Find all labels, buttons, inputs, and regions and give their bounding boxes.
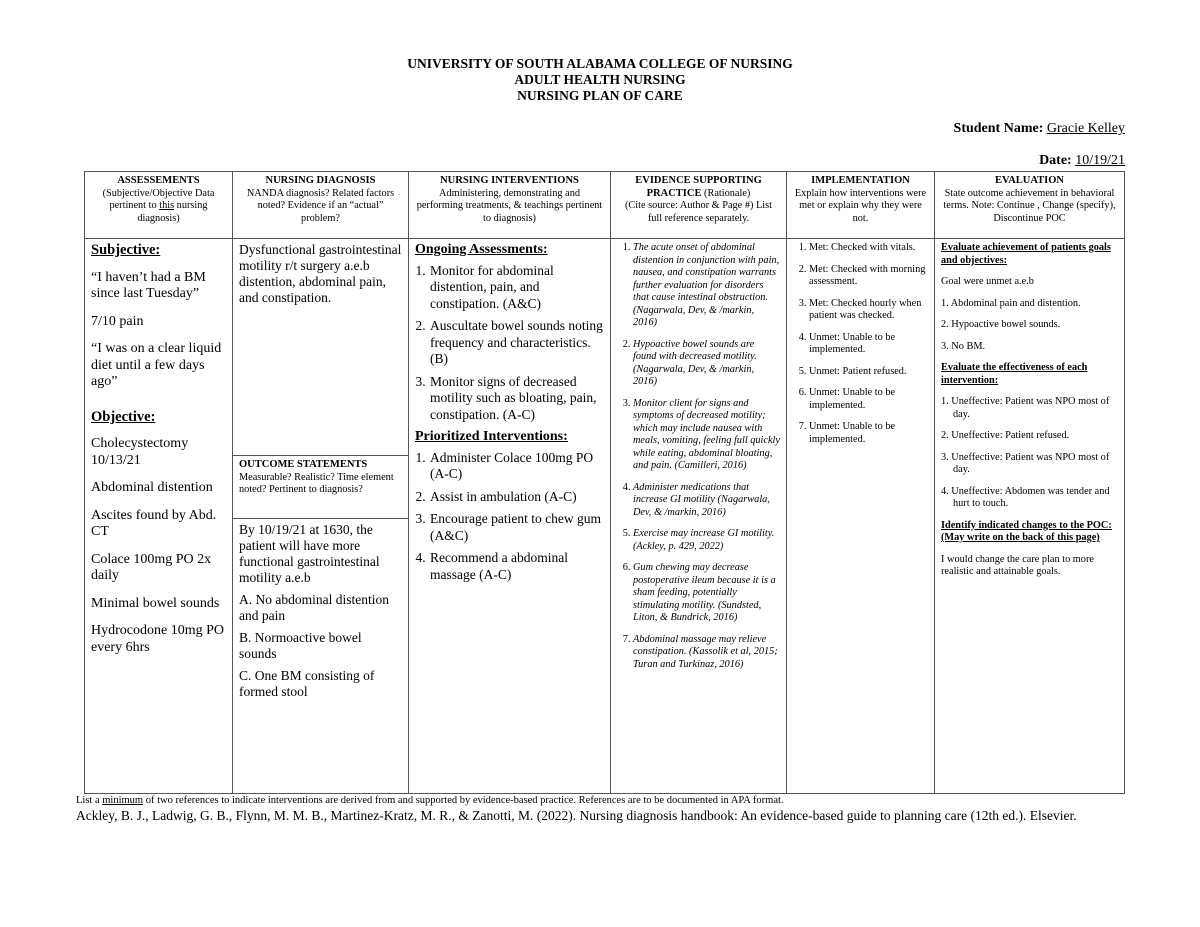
reference-entry: Ackley, B. J., Ladwig, G. B., Flynn, M. M. B., Martinez-Kratz, M. R., & Zanotti, M. (2022). Nursing diagnosis handbook: An evidence-based guide to planning care (12th ed.). Elsevier.: [76, 808, 1077, 823]
subjective-item: 7/10 pain: [91, 313, 144, 329]
evaluation-cell: [935, 239, 1125, 794]
outcome-header-cell: [233, 456, 409, 519]
list-item: 4. Unmet: Unable to be implemented.: [809, 332, 928, 357]
outcome-item: By 10/19/21 at 1630, the patient will have more functional gastrointestinal motility a.e.b: [239, 522, 380, 585]
subjective-item: “I haven’t had a BM since last Tuesday”: [91, 269, 206, 301]
list-item: 3. Met: Checked hourly when patient was checked.: [809, 298, 928, 323]
list-item: 3. Monitor client for signs and symptoms of decreased motility; which may include nausea with meals, vomiting, feeling full quickly while eating, abdominal bloating, and pain. (Camilleri, 2016): [633, 398, 780, 473]
table-header-row: [85, 172, 1125, 239]
list-item: 2. Auscultate bowel sounds noting frequency and characteristics. (B): [429, 318, 604, 368]
date-label: Date:: [1039, 153, 1072, 168]
prioritized-heading: Prioritized Interventions:: [415, 429, 568, 444]
prioritized-list: [415, 450, 604, 584]
col-header-diagnosis: NURSING DIAGNOSIS NANDA diagnosis? Related factors noted? Evidence if an “actual” problem?: [233, 172, 409, 239]
student-name-line: [954, 121, 1125, 137]
list-item: 7. Abdominal massage may relieve constipation. (Kassolik et al, 2015; Turan and Turkinaz, 2016): [633, 634, 780, 672]
header-course: ADULT HEALTH NURSING: [514, 72, 686, 87]
implementation-list: [793, 242, 928, 446]
objective-item: Minimal bowel sounds: [91, 595, 220, 611]
list-item: 3. Monitor signs of decreased motility such as bloating, pain, constipation. (A-C): [429, 374, 604, 424]
list-item: 6. Gum chewing may decrease postoperative ileum because it is a sham feeding, potentially stimulating motility. (Sundsted, Liton, & Bundrick, 2016): [633, 562, 780, 625]
diagnosis-text: Dysfunctional gastrointestinal motility r/t surgery a.e.b distention, abdominal pain, and constipation.: [239, 242, 402, 305]
col-header-assessments: ASSESSEMENTS (Subjective/Objective Data pertinent to this nursing diagnosis): [85, 172, 233, 239]
ongoing-heading: Ongoing Assessments:: [415, 242, 548, 257]
diagnosis-cell: [233, 239, 409, 456]
list-item: 1. Uneffective: Patient was NPO most of day.: [941, 396, 1110, 420]
header-university: UNIVERSITY OF SOUTH ALABAMA COLLEGE OF NURSING: [407, 56, 793, 71]
assessments-cell: [85, 239, 233, 794]
list-item: 2. Assist in ambulation (A-C): [429, 489, 604, 506]
col-header-evaluation: EVALUATION State outcome achievement in behavioral terms. Note: Continue , Change (specify), Discontinue POC: [935, 172, 1125, 239]
evaluation-heading-changes: Identify indicated changes to the POC: (May write on the back of this page): [941, 519, 1112, 543]
list-item: 3. No BM.: [941, 340, 986, 352]
implementation-cell: [787, 239, 935, 794]
outcome-title: OUTCOME STATEMENTS: [239, 459, 368, 470]
list-item: 4. Administer medications that increase GI motility (Nagarwala, Dev, & /markin, 2016): [633, 482, 780, 520]
list-item: 4. Recommend a abdominal massage (A-C): [429, 550, 604, 583]
ongoing-list: [415, 263, 604, 424]
list-item: 2. Uneffective: Patient refused.: [941, 430, 1070, 441]
list-item: 2. Met: Checked with morning assessment.: [809, 264, 928, 289]
interventions-cell: [409, 239, 611, 794]
subjective-heading: Subjective:: [91, 242, 161, 258]
evaluation-change: I would change the care plan to more realistic and attainable goals.: [941, 553, 1094, 577]
list-item: 5. Unmet: Patient refused.: [809, 366, 928, 379]
col-header-evidence: EVIDENCE SUPPORTING PRACTICE (Rationale) (Cite source: Author & Page #) List full reference separately.: [611, 172, 787, 239]
table-body-row-1: [85, 239, 1125, 456]
objective-item: Colace 100mg PO 2x daily: [91, 551, 212, 583]
objective-item: Abdominal distention: [91, 480, 213, 495]
objective-heading: Objective:: [91, 408, 156, 425]
outcome-item: B. Normoactive bowel sounds: [239, 630, 362, 661]
evidence-list: [617, 242, 780, 671]
subjective-item: “I was on a clear liquid diet until a few days ago”: [91, 341, 222, 389]
list-item: 1. Monitor for abdominal distention, pain, and constipation. (A&C): [429, 263, 604, 313]
list-item: 2. Hypoactive bowel sounds.: [941, 319, 1061, 330]
list-item: 4. Uneffective: Abdomen was tender and hurt to touch.: [941, 485, 1110, 509]
list-item: 2. Hypoactive bowel sounds are found with decreased motility. (Nagarwala, Dev, & /markin, 2016): [633, 339, 780, 389]
evaluation-heading-goals: Evaluate achievement of patients goals and objectives:: [941, 242, 1111, 266]
student-name: Gracie Kelley: [1046, 121, 1125, 136]
list-item: 7. Unmet: Unable to be implemented.: [809, 421, 928, 446]
date-value: 10/19/21: [1075, 153, 1125, 168]
col-header-interventions: NURSING INTERVENTIONS Administering, demonstrating and performing treatments, & teachings pertinent to diagnosis): [409, 172, 611, 239]
objective-item: Cholecystectomy 10/13/21: [91, 436, 189, 468]
list-item: 3. Encourage patient to chew gum (A&C): [429, 511, 604, 544]
objective-item: Hydrocodone 10mg PO every 6hrs: [91, 623, 224, 655]
list-item: 6. Unmet: Unable to be implemented.: [809, 387, 928, 412]
outcome-subtitle: Measurable? Realistic? Time element noted? Pertinent to diagnosis?: [239, 471, 394, 495]
list-item: 1. Met: Checked with vitals.: [809, 242, 928, 255]
col-header-implementation: IMPLEMENTATION Explain how interventions were met or explain why they were not.: [787, 172, 935, 239]
date-line: [1039, 153, 1125, 169]
objective-item: Ascites found by Abd. CT: [91, 507, 217, 539]
evidence-cell: [611, 239, 787, 794]
header-title: NURSING PLAN OF CARE: [517, 88, 683, 103]
reference-instruction: List a minimum of two references to indicate interventions are derived from and supported by evidence-based practice. References are to be documented in APA format.: [76, 795, 784, 806]
list-item: 5. Exercise may increase GI motility. (Ackley, p. 429, 2022): [633, 528, 780, 553]
outcome-cell: [233, 519, 409, 794]
list-item: 1. Abdominal pain and distention.: [941, 297, 1081, 309]
list-item: 3. Uneffective: Patient was NPO most of day.: [941, 451, 1110, 475]
outcome-item: C. One BM consisting of formed stool: [239, 668, 375, 699]
plan-of-care-table: [84, 171, 1125, 794]
evaluation-goal-line: Goal were unmet a.e.b: [941, 276, 1034, 287]
list-item: 1. Administer Colace 100mg PO (A-C): [429, 450, 604, 483]
outcome-item: A. No abdominal distention and pain: [239, 592, 389, 623]
list-item: 1. The acute onset of abdominal distention in conjunction with pain, nausea, and constipation warrants further evaluation for disorders that cause intestinal obstruction. (Nagarwala, Dev, & /markin, 2016): [633, 242, 780, 330]
evaluation-heading-effectiveness: Evaluate the effectiveness of each intervention:: [941, 362, 1088, 386]
student-name-label: Student Name:: [953, 121, 1044, 136]
